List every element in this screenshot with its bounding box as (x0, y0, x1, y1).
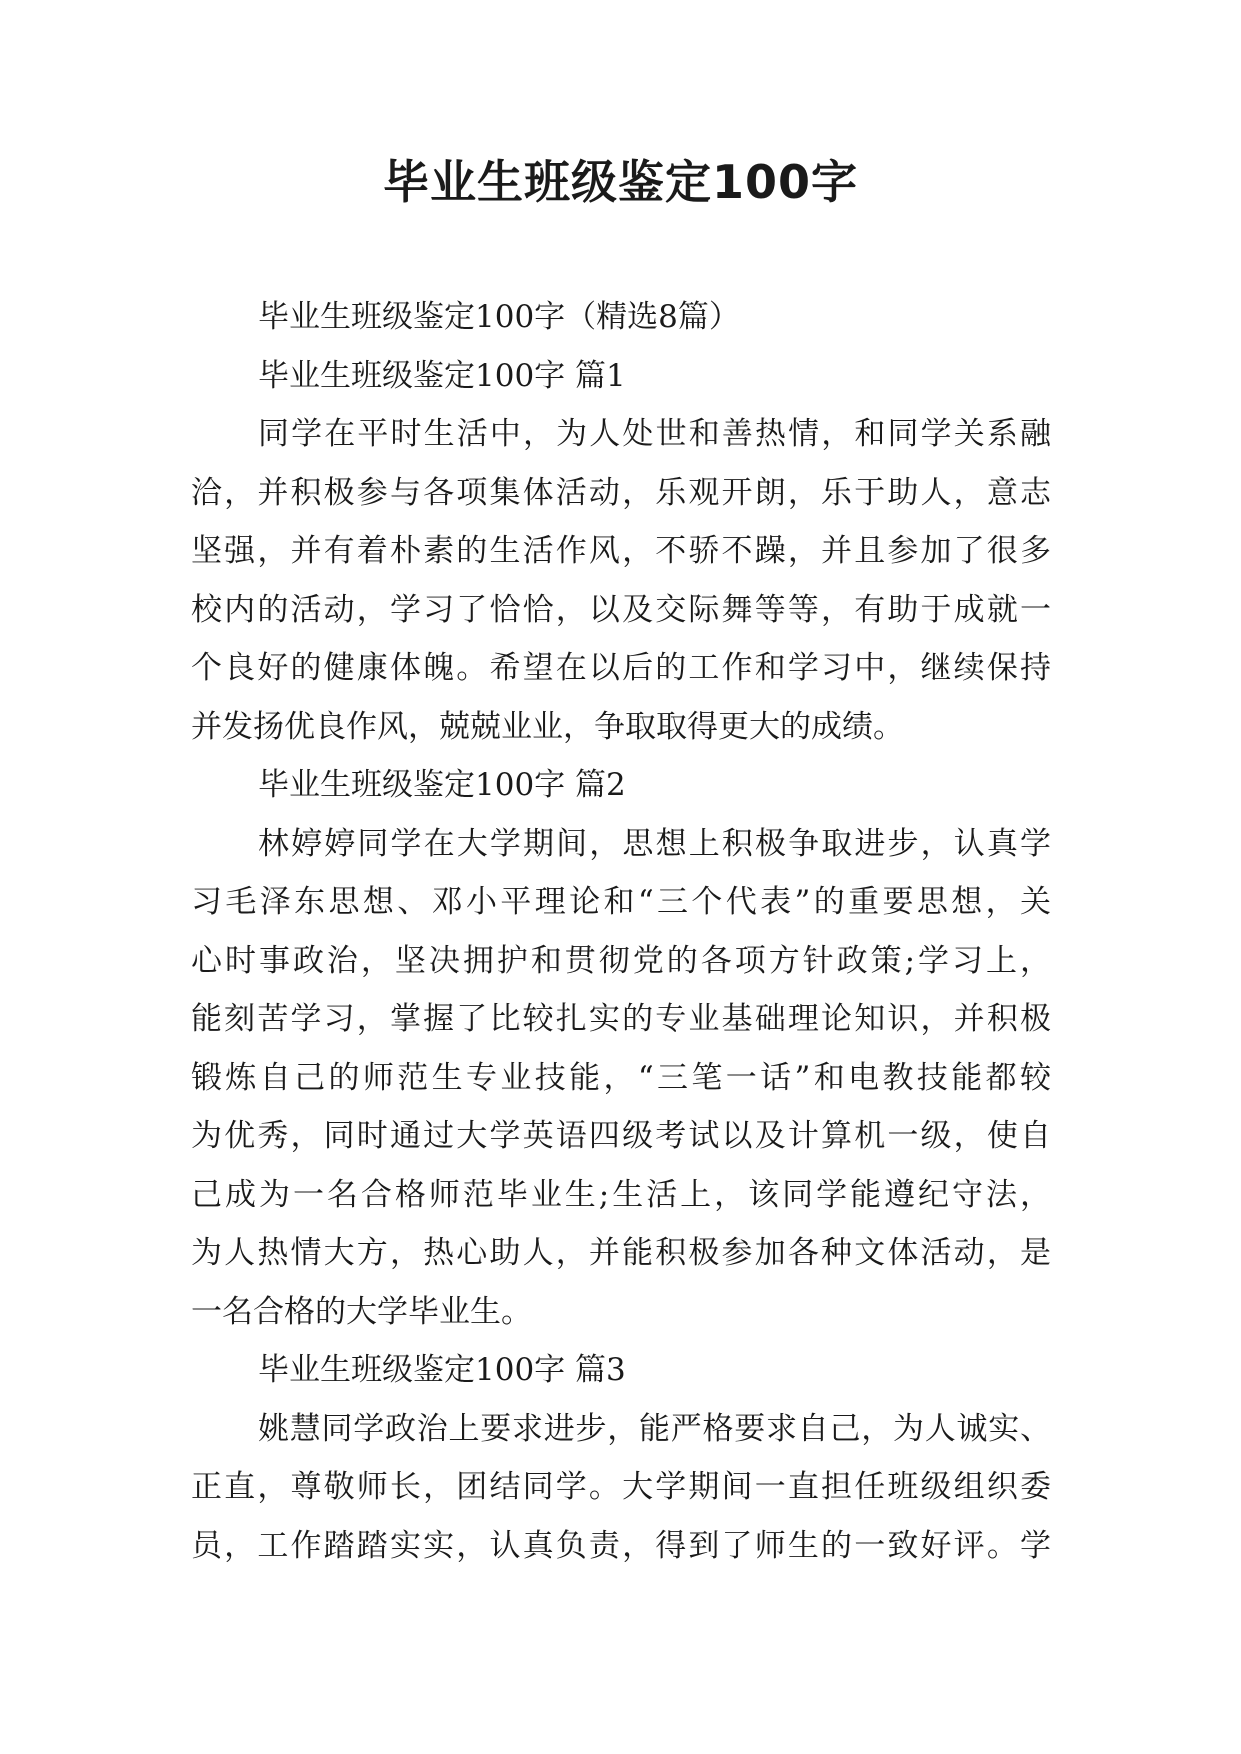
section-heading: 毕业生班级鉴定100字 篇2 (258, 767, 626, 803)
paragraph-line: 一名合格的大学毕业生。 (191, 1293, 532, 1330)
paragraph-line: 校内的活动，学习了恰恰，以及交际舞等等，有助于成就一 (191, 591, 1051, 628)
paragraph-line: 能刻苦学习，掌握了比较扎实的专业基础理论知识，并积极 (191, 1001, 1051, 1037)
section-heading: 毕业生班级鉴定100字（精选8篇） (258, 299, 740, 335)
paragraph-line: 心时事政治，坚决拥护和贯彻党的各项方针政策;学习上， (191, 942, 1051, 979)
paragraph-line: 个良好的健康体魄。希望在以后的工作和学习中，继续保持 (191, 650, 1051, 686)
paragraph-line: 习毛泽东思想、邓小平理论和“三个代表”的重要思想，关 (191, 884, 1051, 920)
section-heading: 毕业生班级鉴定100字 篇1 (258, 357, 626, 394)
paragraph-line: 林婷婷同学在大学期间，思想上积极争取进步，认真学 (258, 825, 1051, 862)
paragraph-line: 坚强，并有着朴素的生活作风，不骄不躁，并且参加了很多 (191, 533, 1051, 569)
paragraph-line: 正直，尊敬师长，团结同学。大学期间一直担任班级组织委 (191, 1469, 1051, 1505)
document-title: 毕业生班级鉴定100字 (382, 155, 859, 209)
paragraph-line: 并发扬优良作风，兢兢业业，争取取得更大的成绩。 (191, 708, 904, 745)
paragraph-line: 己成为一名合格师范毕业生;生活上，该同学能遵纪守法， (191, 1176, 1051, 1213)
paragraph-line: 洽，并积极参与各项集体活动，乐观开朗，乐于助人，意志 (191, 474, 1051, 511)
document-body (191, 288, 1051, 1575)
section-heading: 毕业生班级鉴定100字 篇3 (258, 1352, 626, 1388)
paragraph-line: 姚慧同学政治上要求进步，能严格要求自己，为人诚实、 (258, 1410, 1051, 1447)
paragraph-line: 为优秀，同时通过大学英语四级考试以及计算机一级，使自 (191, 1118, 1051, 1154)
paragraph-line: 为人热情大方，热心助人，并能积极参加各种文体活动，是 (191, 1235, 1051, 1271)
paragraph-line: 同学在平时生活中，为人处世和善热情，和同学关系融 (258, 416, 1051, 452)
paragraph-line: 锻炼自己的师范生专业技能，“三笔一话”和电教技能都较 (191, 1059, 1051, 1096)
paragraph-line: 员，工作踏踏实实，认真负责，得到了师生的一致好评。学 (191, 1527, 1051, 1564)
